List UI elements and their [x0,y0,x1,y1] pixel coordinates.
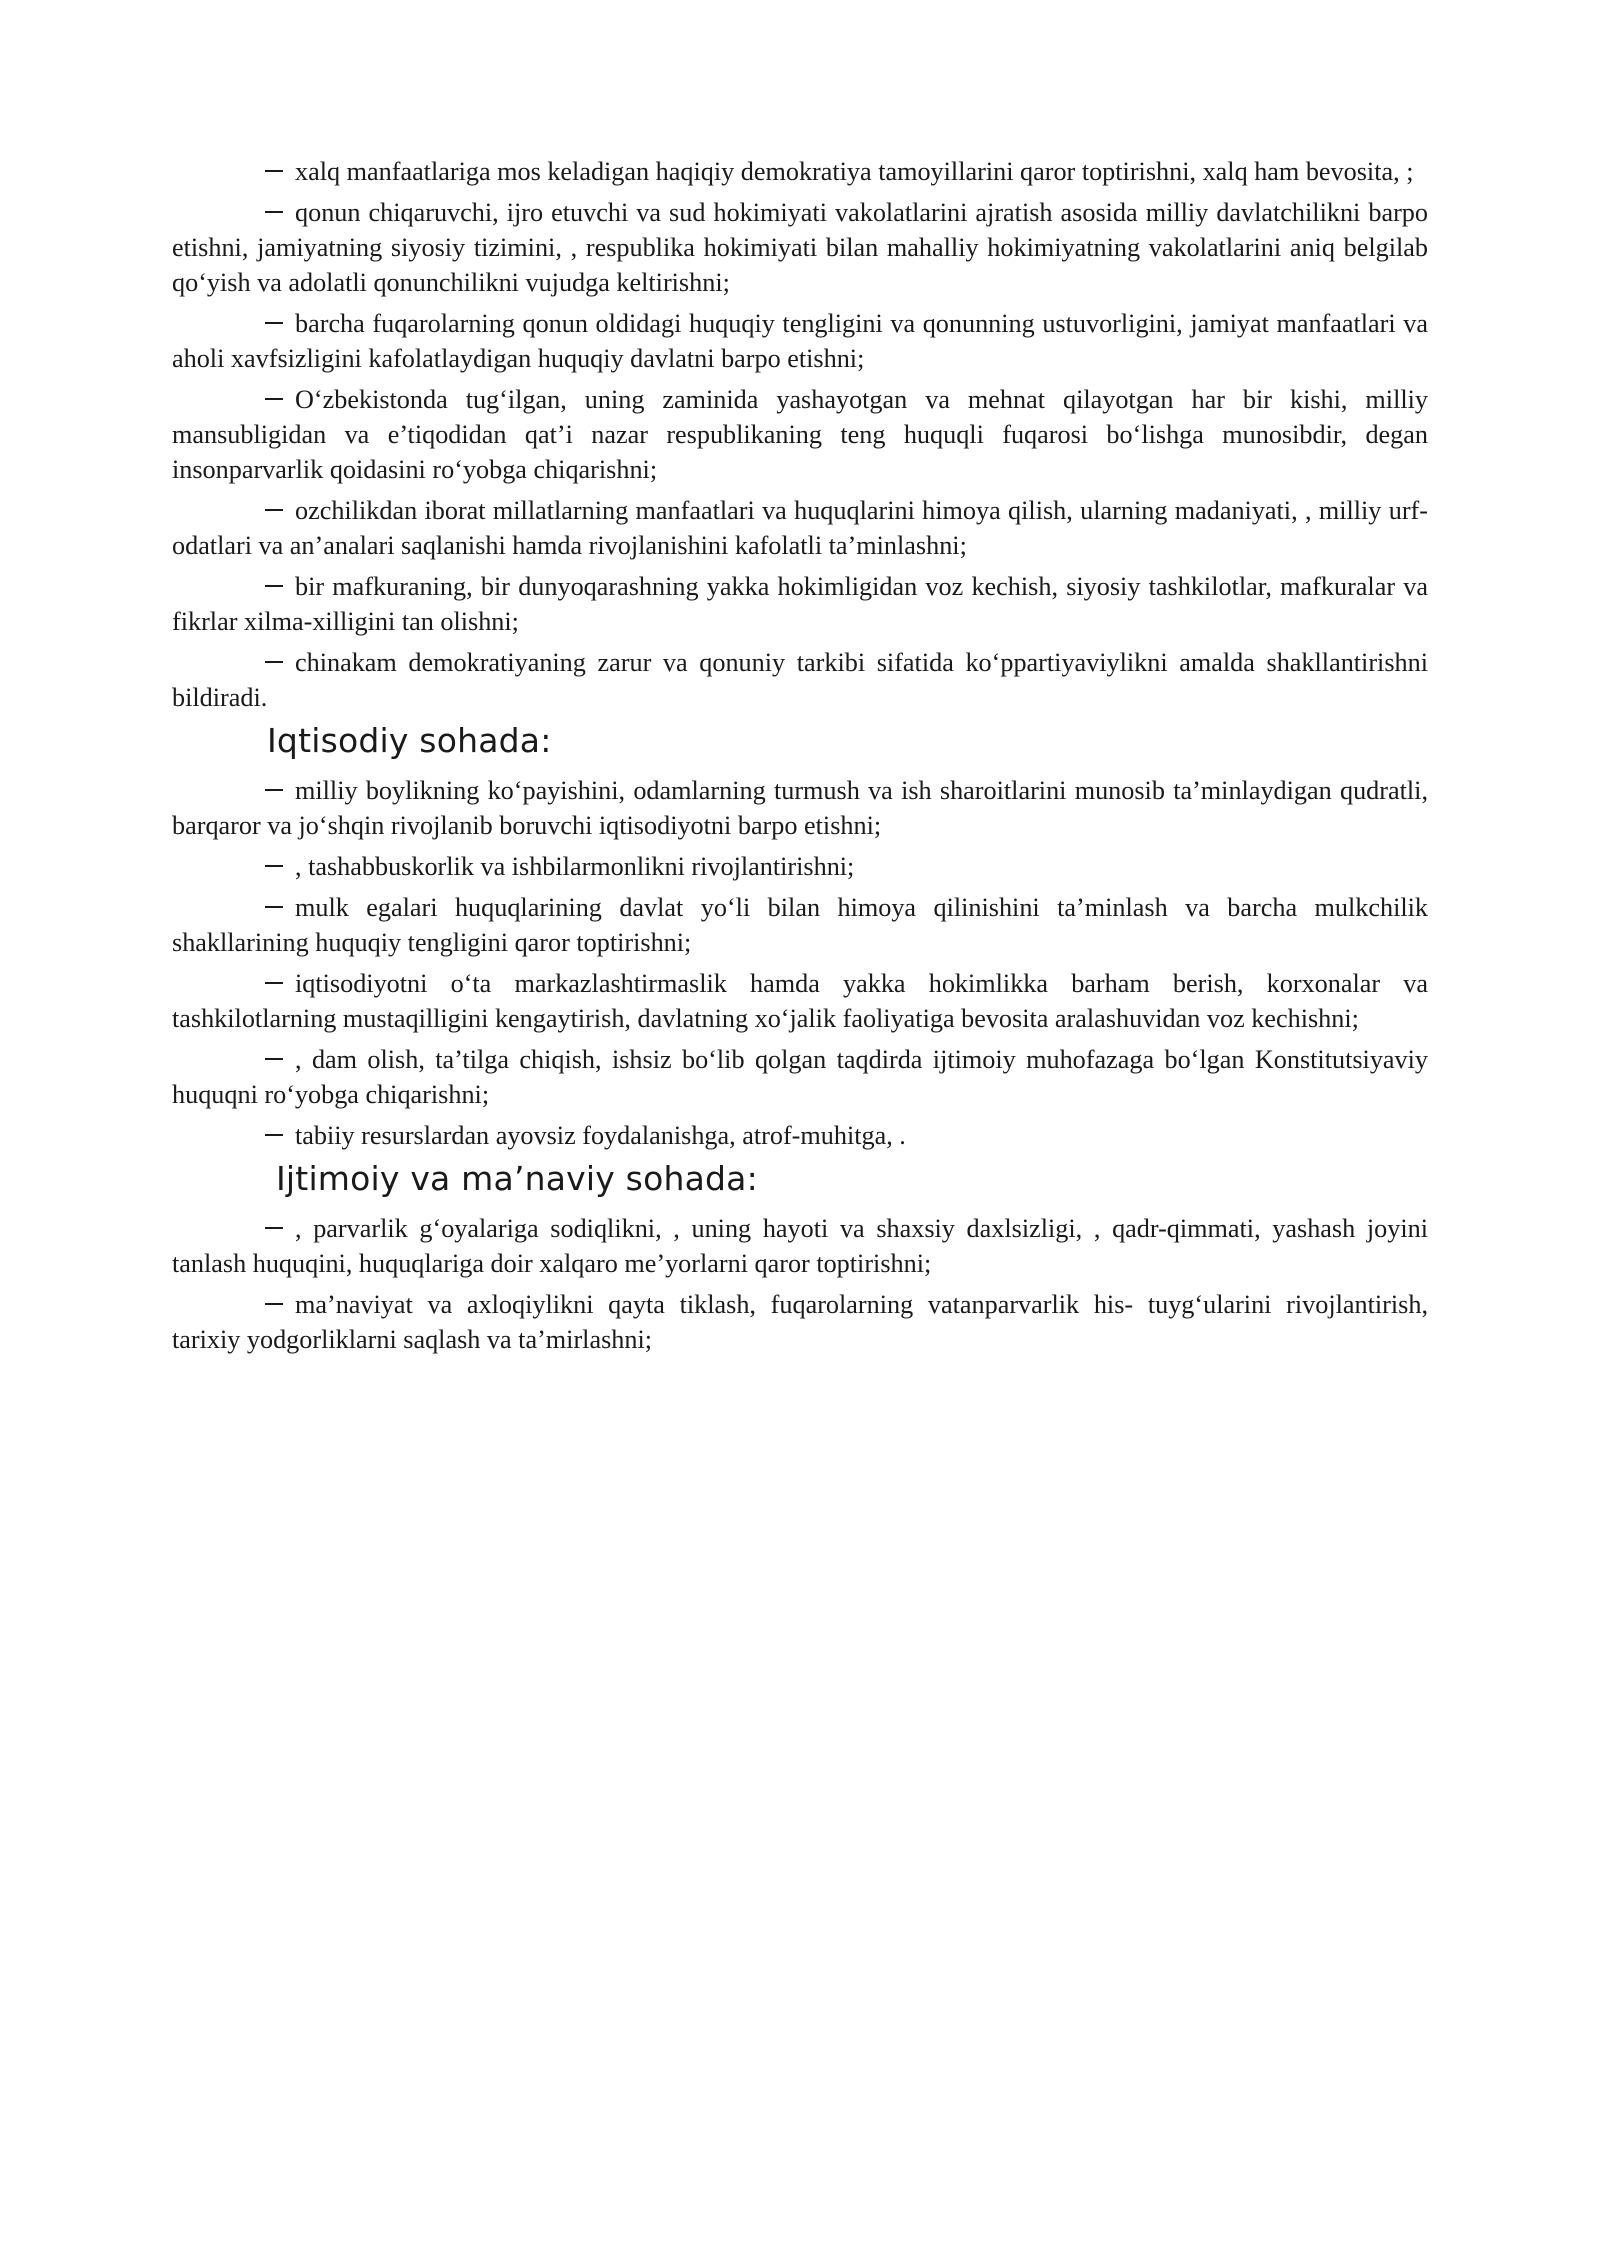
list-item [172,569,1428,639]
list-item [172,645,1428,715]
dash-bullet [265,1058,283,1060]
dash-bullet [265,865,283,867]
list-item-text: mulk egalari huquqlarining davlat yoʻli bilan himoya qilinishini ta’minlash va barcha mulkchilik shakllarining huquqiy tengligini qaror toptirishni; [172,893,1428,957]
list-item [172,966,1428,1036]
dash-bullet [265,398,283,400]
dash-bullet [265,1227,283,1229]
list-item [172,154,1428,189]
list-item [172,493,1428,563]
economic-section-heading: Iqtisodiy sohada: [267,721,552,760]
list-item-text: , dam olish, ta’tilga chiqish, ishsiz boʻlib qolgan taqdirda ijtimoiy muhofazaga boʻlgan Konstitutsiyaviy huquqni roʻyobga chiqarishni; [172,1045,1428,1109]
list-item-text: qonun chiqaruvchi, ijro etuvchi va sud hokimiyati vakolatlarini ajratish asosida milliy davlatchilikni barpo etishni, jamiyatning siyosiy tizimini, , respublika hokimiyati bilan mahalliy hokimiyatning vakolatlarini aniq belgilab qoʻyish va adolatli qonunchilikni vujudga keltirishni; [172,198,1428,297]
dash-bullet [265,906,283,908]
dash-bullet [265,322,283,324]
list-item [172,1211,1428,1281]
list-item-text: ozchilikdan iborat millatlarning manfaatlari va huquqlarini himoya qilish, ularning madaniyati, , milliy urf-odatlari va an’analari saqlanishi hamda rivojlanishini kafolatli ta’minlashni; [172,496,1428,560]
list-item [172,195,1428,300]
list-item-text: milliy boylikning koʻpayishini, odamlarning turmush va ish sharoitlarini munosib ta’minlaydigan qudratli, barqaror va joʻshqin rivojlanib boruvchi iqtisodiyotni barpo etishni; [172,776,1428,840]
list-item-text: , parvarlik gʻoyalariga sodiqlikni, , uning hayoti va shaxsiy daxlsizligi, , qadr-qimmati, yashash joyini tanlash huquqini, huquqlariga doir xalqaro me’yorlarni qaror toptirishni; [172,1214,1428,1278]
list-item-text: tabiiy resurslardan ayovsiz foydalanishga, atrof-muhitga, . [295,1121,906,1150]
dash-bullet [265,1303,283,1305]
dash-bullet [265,170,283,172]
dash-bullet [265,509,283,511]
dash-bullet [265,211,283,213]
list-item [172,1118,1428,1153]
dash-bullet [265,585,283,587]
list-item [172,306,1428,376]
list-item [172,1042,1428,1112]
dash-bullet [265,982,283,984]
dash-bullet [265,661,283,663]
list-item-text: bir mafkuraning, bir dunyoqarashning yakka hokimligidan voz kechish, siyosiy tashkilotlar, mafkuralar va fikrlar xilma-xilligini tan olishni; [172,572,1428,636]
list-item-text: , tashabbuskorlik va ishbilarmonlikni rivojlantirishni; [295,852,855,881]
list-item [172,382,1428,487]
dash-bullet [265,1134,283,1136]
document-body [172,154,1428,1363]
list-item-text: barcha fuqarolarning qonun oldidagi huquqiy tengligini va qonunning ustuvorligini, jamiyat manfaatlari va aholi xavfsizligini kafolatlaydigan huquqiy davlatni barpo etishni; [172,309,1428,373]
dash-bullet [265,789,283,791]
list-item-text: Oʻzbekistonda tugʻilgan, uning zaminida yashayotgan va mehnat qilayotgan har bir kishi, milliy mansubligidan va e’tiqodidan qat’i nazar respublikaning teng huquqli fuqarosi boʻlishga munosibdir, degan insonparvarlik qoidasini roʻyobga chiqarishni; [172,385,1428,484]
list-item-text: chinakam demokratiyaning zarur va qonuniy tarkibi sifatida koʻppartiyaviylikni amalda shakllantirishni bildiradi. [172,648,1428,712]
list-item-text: iqtisodiyotni oʻta markazlashtirmaslik hamda yakka hokimlikka barham berish, korxonalar va tashkilotlarning mustaqilligini kengaytirish, davlatning xoʻjalik faoliyatiga bevosita aralashuvidan voz kechishni; [172,969,1428,1033]
social-section-heading: Ijtimoiy va ma’naviy sohada: [276,1159,758,1198]
list-item [172,1287,1428,1357]
list-item [172,849,1428,884]
list-item-text: xalq manfaatlariga mos keladigan haqiqiy demokratiya tamoyillarini qaror toptirishni, xalq ham bevosita, ; [295,157,1414,186]
list-item-text: ma’naviyat va axloqiylikni qayta tiklash, fuqarolarning vatanparvarlik his- tuygʻularini rivojlantirish, tarixiy yodgorliklarni saqlash va ta’mirlashni; [172,1290,1428,1354]
list-item [172,890,1428,960]
list-item [172,773,1428,843]
